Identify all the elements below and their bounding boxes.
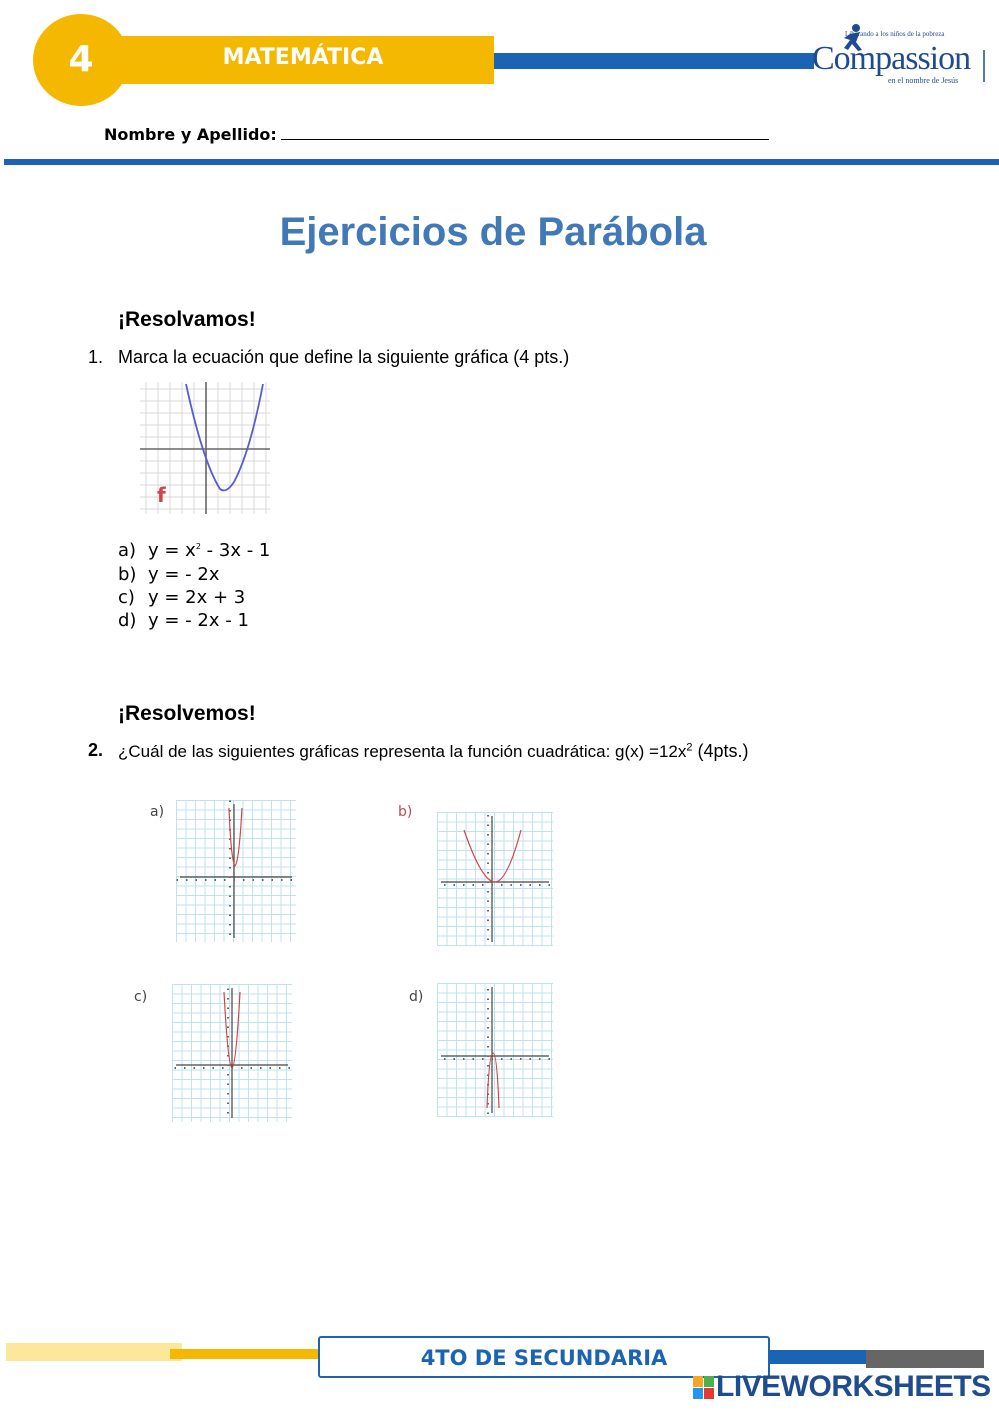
option-exponent: 2: [195, 542, 201, 551]
page-title: Ejercicios de Parábola: [279, 210, 707, 254]
graph-b[interactable]: [437, 812, 553, 946]
graph-ticks: [444, 815, 550, 940]
graph-d-label[interactable]: d): [409, 989, 424, 1005]
footer-bar-yellow: [170, 1349, 320, 1359]
logo-tagline: Liberando a los niños de la pobreza: [845, 30, 945, 38]
footer-level-text: 4TO DE SECUNDARIA: [420, 1346, 668, 1370]
option-text: y = - 2x - 1: [148, 610, 249, 631]
footer-bar-gray: [866, 1350, 984, 1368]
question2-exponent: 2: [686, 741, 693, 754]
header-blue-bar: [494, 53, 814, 69]
section2-heading: ¡Resolvemos!: [118, 702, 256, 725]
header-rule: [4, 159, 999, 165]
option-text: y = 2x + 3: [148, 587, 246, 608]
question1-text: Marca la ecuación que define la siguiente gráfica (4 pts.): [118, 347, 570, 367]
section1-heading: ¡Resolvamos!: [118, 308, 256, 331]
question2-number: 2.: [88, 740, 104, 760]
graph-d[interactable]: [437, 983, 553, 1117]
graph-grid: [437, 812, 553, 946]
graph-curve: [487, 1053, 499, 1108]
logo-subline: en el nombre de Jesús: [888, 76, 959, 85]
option-letter: c): [118, 587, 135, 608]
option-b[interactable]: [118, 564, 220, 585]
graph-a-label[interactable]: a): [150, 804, 165, 820]
footer-bar-blue: [770, 1350, 868, 1364]
question2-text: [118, 741, 749, 762]
question2-points: (4pts.): [692, 741, 749, 761]
graph-grid: [437, 983, 553, 1117]
grade-number: 4: [68, 39, 94, 80]
option-a[interactable]: [118, 540, 270, 561]
liveworksheets-brand: LIVEWORKSHEETS: [716, 1370, 991, 1403]
graph-a[interactable]: [176, 800, 296, 942]
option-c[interactable]: [118, 587, 245, 608]
graph-c[interactable]: [172, 984, 292, 1122]
option-letter: b): [118, 564, 137, 585]
footer-bar-light-yellow: [6, 1343, 182, 1361]
question2-body: ¿Cuál de las siguientes gráficas representa la función cuadrática: g(x) =12x: [118, 742, 687, 761]
option-text: y = - 2x: [148, 564, 220, 585]
graph-grid: [176, 800, 296, 942]
option-text: y = x: [148, 540, 196, 561]
name-field: [104, 125, 769, 144]
question1-number: 1.: [88, 347, 104, 367]
name-blank[interactable]: [281, 125, 769, 140]
graph-c-label[interactable]: c): [134, 989, 148, 1005]
option-text-rest: - 3x - 1: [200, 540, 271, 561]
graph-ticks: [444, 989, 550, 1114]
name-label: Nombre y Apellido:: [104, 125, 277, 144]
graph-label-f: f: [157, 483, 166, 507]
subject-label: MATEMÁTICA: [222, 45, 384, 70]
logo-wordmark: Compassion: [812, 40, 971, 77]
option-d[interactable]: [118, 610, 249, 631]
option-letter: d): [118, 610, 137, 631]
graph-b-label[interactable]: b): [398, 804, 413, 820]
question1-graph: [140, 382, 270, 514]
liveworksheets-icon: [692, 1375, 716, 1401]
option-letter: a): [118, 540, 137, 561]
